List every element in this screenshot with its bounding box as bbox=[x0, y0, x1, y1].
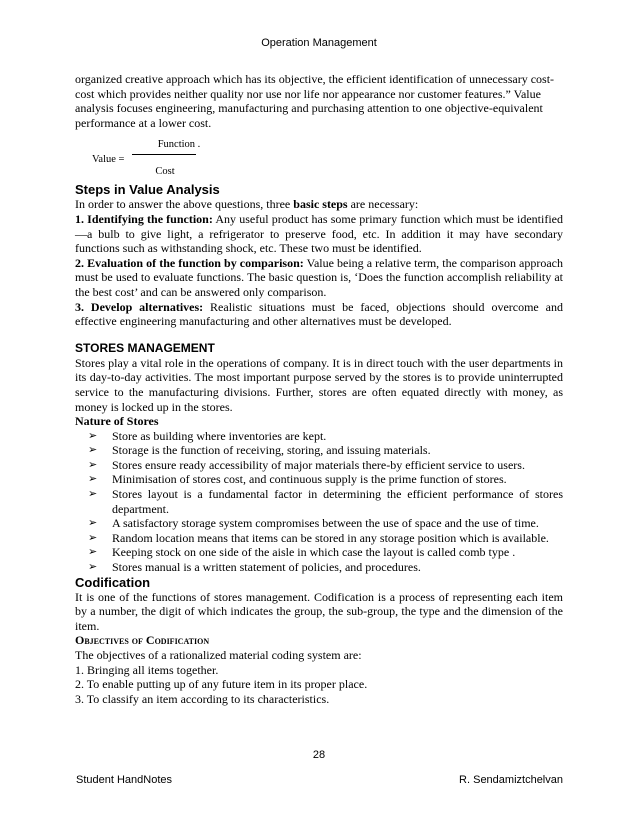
steps-lead-text-end: are necessary: bbox=[347, 197, 419, 212]
arrow-bullet-icon: ➢ bbox=[88, 560, 98, 574]
step-text: Realistic situations must be faced, objections should overcome and effective engineering manufacturing and other alternatives must be developed. bbox=[75, 299, 563, 329]
step-text: Any useful product has some primary function which must be identified—a bulb to give light, a refrigerator to preserve food, etc. In addition it may have secondary functions such as withstanding shock, etc. These two must be identified. bbox=[75, 211, 564, 256]
stores-heading: STORES MANAGEMENT bbox=[75, 340, 215, 355]
arrow-bullet-icon: ➢ bbox=[88, 443, 98, 457]
steps-lead bbox=[75, 197, 563, 212]
codification-heading: Codification bbox=[75, 574, 151, 590]
list-item bbox=[88, 429, 563, 444]
formula-denominator: Cost bbox=[155, 166, 175, 178]
list-item-text: Random location means that items can be stored in any storage position which is available. bbox=[112, 530, 549, 545]
list-item bbox=[88, 516, 563, 531]
list-item-text: Stores layout is a fundamental factor in determining the efficient performance of stores department. bbox=[112, 487, 563, 516]
steps-lead-bold: basic steps bbox=[293, 197, 348, 212]
list-item bbox=[88, 443, 563, 458]
arrow-bullet-icon: ➢ bbox=[88, 530, 98, 544]
page-number: 28 bbox=[312, 749, 326, 761]
step-text: Value being a relative term, the comparison approach must be used to evaluate functions. The basic question is, ‘Does the function accomplish reliability at the best cost’ and can be answered only comparison. bbox=[75, 255, 563, 299]
arrow-bullet-icon: ➢ bbox=[88, 487, 98, 501]
step-item bbox=[75, 256, 563, 300]
intro-paragraph: organized creative approach which has its objective, the efficient identification of unnecessary cost-cost which provides neither quality nor use nor life nor appearance nor customer features.” Value analysis focuses engineering, manufacturing and purchasing attention to one objective-equivalent performance at a lower cost. bbox=[75, 72, 555, 130]
formula-label: Value = bbox=[92, 154, 125, 166]
nature-heading: Nature of Stores bbox=[75, 414, 159, 429]
arrow-bullet-icon: ➢ bbox=[88, 457, 98, 471]
running-header: Operation Management bbox=[261, 37, 377, 49]
list-item-text: Minimisation of stores cost, and continuous supply is the prime function of stores. bbox=[112, 472, 507, 487]
page-body bbox=[75, 72, 563, 706]
list-item bbox=[88, 458, 563, 473]
step-label: 1. Identifying the function: bbox=[75, 211, 213, 226]
list-item-text: A satisfactory storage system compromises between the use of space and the use of time. bbox=[112, 516, 539, 531]
list-item bbox=[88, 487, 563, 516]
nature-list bbox=[75, 429, 563, 575]
list-item-text: Stores manual is a written statement of policies, and procedures. bbox=[112, 560, 421, 575]
list-item bbox=[88, 545, 563, 560]
footer-right: R. Sendamiztchelvan bbox=[459, 774, 563, 786]
steps-lead-text: In order to answer the above questions, three bbox=[75, 197, 294, 212]
arrow-bullet-icon: ➢ bbox=[88, 472, 98, 486]
list-item-text: Store as building where inventories are kept. bbox=[112, 428, 327, 443]
objective-item: 1. Bringing all items together. bbox=[75, 662, 219, 677]
steps-heading: Steps in Value Analysis bbox=[75, 182, 220, 198]
objective-item: 3. To classify an item according to its characteristics. bbox=[75, 691, 330, 706]
footer-left: Student HandNotes bbox=[76, 774, 173, 786]
list-item bbox=[88, 560, 563, 575]
formula-numerator: Function . bbox=[157, 139, 201, 151]
objectives-lead: The objectives of a rationalized material coding system are: bbox=[75, 648, 362, 662]
stores-paragraph: Stores play a vital role in the operations of company. It is in direct touch with the user departments in its day-to-day activities. The most important purpose served by the stores is to provide uninterrupted service to the manufacturing divisions. Further, stores are often equated directly with money, as money is locked up in the stores. bbox=[75, 355, 563, 414]
step-item bbox=[75, 300, 563, 329]
arrow-bullet-icon: ➢ bbox=[88, 428, 98, 442]
arrow-bullet-icon: ➢ bbox=[88, 545, 98, 559]
codification-paragraph: It is one of the functions of stores management. Codification is a process of representing each item by a number, the digit of which indicates the group, the sub-group, the type and the dimension of the item. bbox=[75, 589, 563, 633]
formula-fraction-bar bbox=[132, 154, 196, 155]
step-label: 2. Evaluation of the function by comparison: bbox=[75, 255, 304, 270]
section-gap bbox=[75, 329, 563, 341]
objectives-heading: Objectives of Codification bbox=[75, 633, 210, 648]
list-item-text: Storage is the function of receiving, storing, and issuing materials. bbox=[112, 443, 431, 458]
objective-item: 2. To enable putting up of any future item in its proper place. bbox=[75, 677, 368, 692]
list-item-text: Keeping stock on one side of the aisle in which case the layout is called comb type . bbox=[112, 545, 516, 560]
value-formula bbox=[75, 138, 563, 182]
step-label: 3. Develop alternatives: bbox=[75, 299, 204, 314]
list-item bbox=[88, 531, 563, 546]
arrow-bullet-icon: ➢ bbox=[88, 516, 98, 530]
step-item bbox=[75, 212, 563, 256]
list-item-text: Stores ensure ready accessibility of major materials there-by efficient service to users. bbox=[112, 457, 525, 472]
list-item bbox=[88, 472, 563, 487]
